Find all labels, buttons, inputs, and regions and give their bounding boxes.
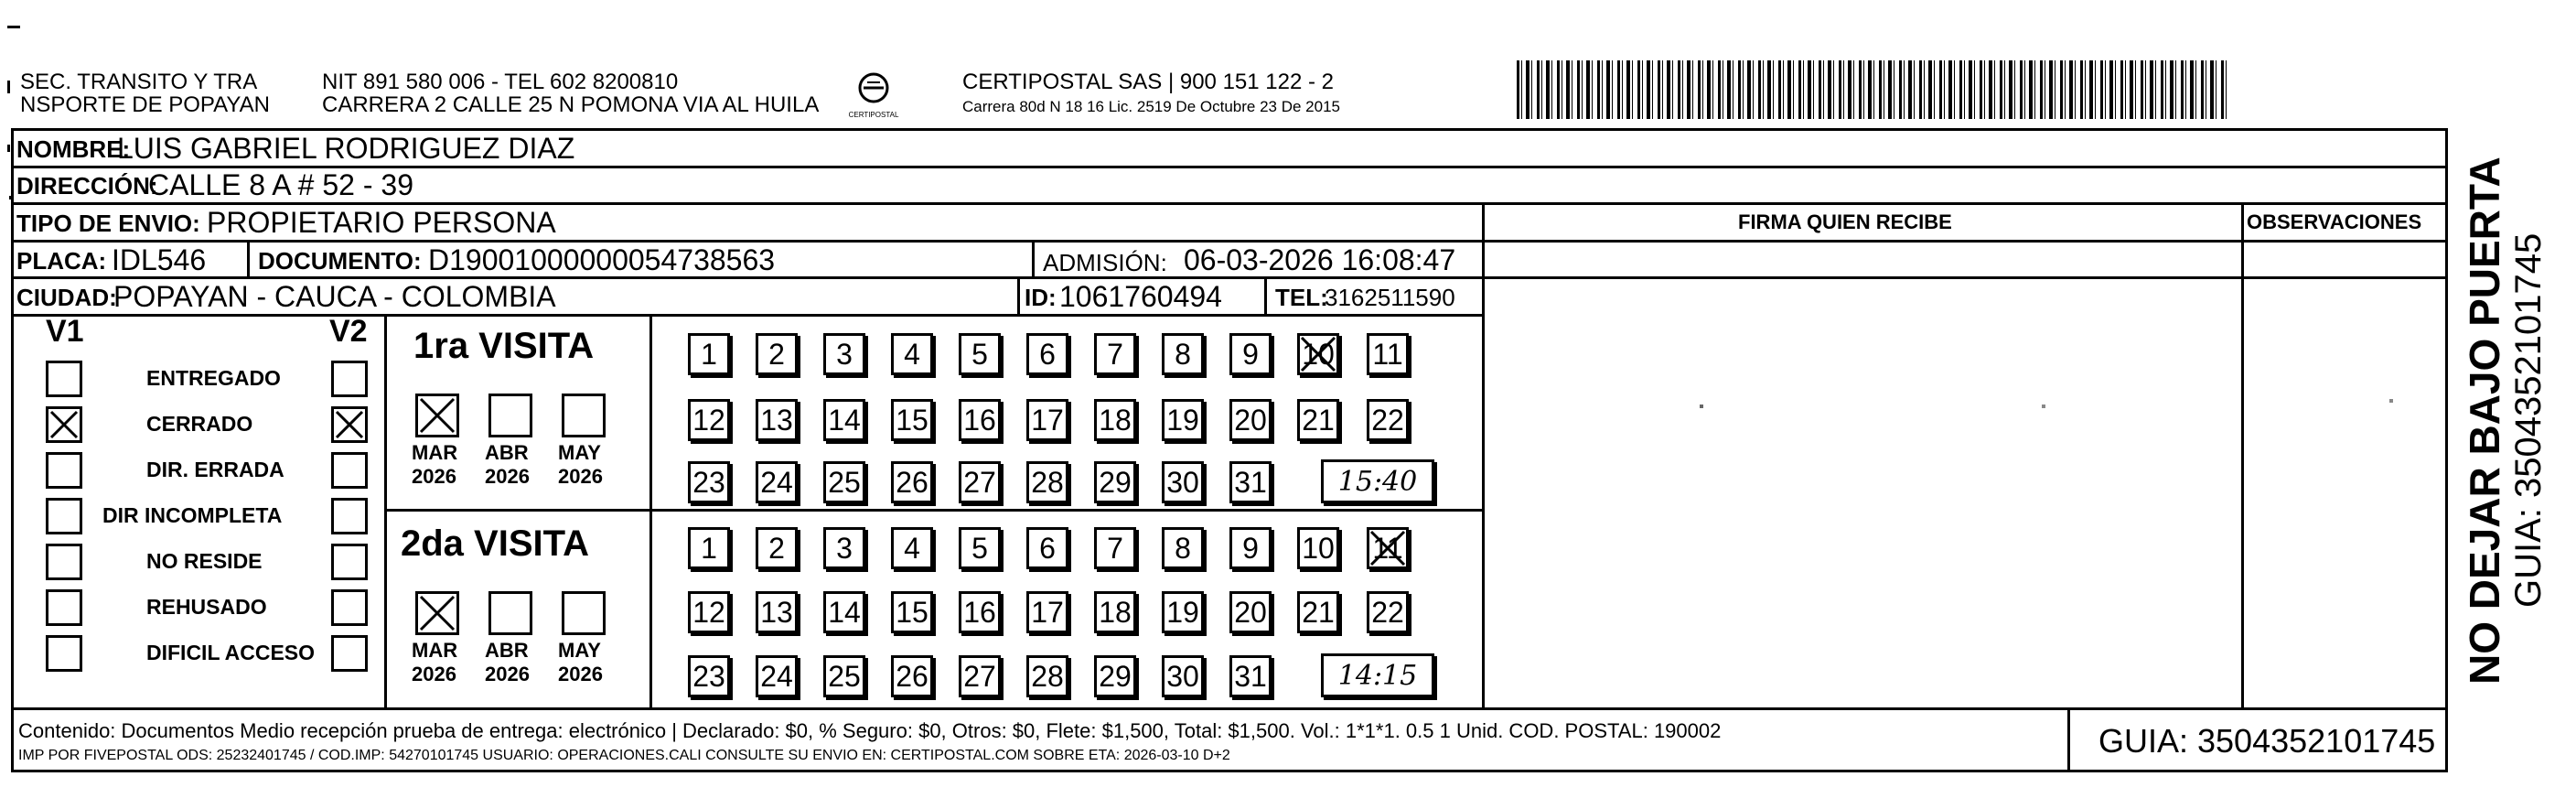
rule (384, 314, 387, 709)
day-box[interactable]: 2 (756, 333, 798, 375)
month-checkbox[interactable] (488, 591, 532, 635)
day-box[interactable]: 4 (891, 527, 933, 569)
day-box[interactable]: 13 (756, 591, 798, 633)
year-label: 2026 (485, 465, 530, 488)
year-label: 2026 (412, 465, 456, 488)
month-checkbox[interactable] (562, 394, 606, 437)
rule (1482, 202, 1485, 710)
day-box[interactable]: 14 (823, 591, 865, 633)
day-box[interactable]: 7 (1094, 527, 1136, 569)
side-guia: GUIA: 3504352101745 (2508, 232, 2549, 608)
v1-checkbox[interactable] (46, 589, 82, 626)
reason-label: DIR. ERRADA (146, 458, 284, 481)
nit-line: NIT 891 580 006 - TEL 602 8200810 (322, 70, 679, 94)
rule (1017, 276, 1020, 314)
certipostal-logo (842, 68, 906, 123)
day-box[interactable]: 3 (823, 527, 865, 569)
day-box[interactable]: 19 (1162, 399, 1204, 441)
day-box[interactable]: 11 (1367, 527, 1409, 569)
day-box[interactable]: 22 (1367, 399, 1409, 441)
v1-checkbox[interactable] (46, 361, 82, 397)
day-box[interactable]: 17 (1026, 591, 1068, 633)
day-box[interactable]: 1 (688, 333, 730, 375)
time-box[interactable]: 15:40 (1321, 459, 1434, 503)
day-box[interactable]: 6 (1026, 527, 1068, 569)
v2-checkbox[interactable] (331, 544, 368, 580)
v1-checkbox[interactable] (46, 452, 82, 489)
day-box[interactable]: 26 (891, 461, 933, 503)
day-box[interactable]: 15 (891, 591, 933, 633)
id-label: ID: (1025, 284, 1057, 311)
month-label: ABR (485, 639, 529, 662)
reason-label: CERRADO (146, 412, 253, 436)
day-box[interactable]: 26 (891, 655, 933, 697)
city-label: CIUDAD: (16, 284, 117, 311)
month-checkbox[interactable] (562, 591, 606, 635)
day-box[interactable]: 6 (1026, 333, 1068, 375)
rule (1482, 276, 2448, 279)
plate-label: PLACA: (16, 247, 107, 275)
rule (2067, 707, 2070, 772)
day-check-mark (1299, 335, 1337, 373)
scan-mark (7, 26, 20, 28)
v2-checkbox[interactable] (331, 361, 368, 397)
day-box[interactable]: 3 (823, 333, 865, 375)
day-box[interactable]: 24 (756, 461, 798, 503)
scan-speck (2042, 404, 2045, 408)
scan-mark (7, 81, 10, 93)
day-box[interactable]: 24 (756, 655, 798, 697)
day-box[interactable]: 20 (1229, 399, 1272, 441)
day-box[interactable]: 15 (891, 399, 933, 441)
imp-line: IMP POR FIVEPOSTAL ODS: 25232401745 / COD.IMP: 54270101745 USUARIO: OPERACIONES.CALI CONSULTE SU ENVIO EN: CERTIPOSTAL.COM SOBRE ETA: 2026-03-10 D+2 (18, 748, 1230, 763)
scan-speck (1700, 404, 1703, 408)
month-label: MAY (558, 441, 601, 464)
sender-line-2: NSPORTE DE POPAYAN (20, 92, 270, 117)
v2-checkbox[interactable] (331, 406, 368, 443)
recipient-address: CALLE 8 A # 52 - 39 (148, 168, 413, 201)
reason-label: DIFICIL ACCESO (146, 641, 316, 664)
time-box[interactable]: 14:15 (1321, 653, 1434, 697)
day-box[interactable]: 27 (959, 655, 1001, 697)
id-value: 1061760494 (1059, 280, 1222, 313)
day-box[interactable]: 28 (1026, 655, 1068, 697)
rule (1264, 276, 1267, 314)
year-label: 2026 (485, 663, 530, 685)
day-box[interactable]: 25 (823, 461, 865, 503)
day-box[interactable]: 14 (823, 399, 865, 441)
day-box[interactable]: 12 (688, 399, 730, 441)
reason-label: ENTREGADO (146, 366, 281, 390)
shipping-type: PROPIETARIO PERSONA (207, 206, 556, 239)
month-label: MAR (412, 441, 458, 464)
day-box[interactable]: 5 (959, 333, 1001, 375)
day-box[interactable]: 11 (1367, 333, 1409, 375)
day-box[interactable]: 16 (959, 399, 1001, 441)
day-box[interactable]: 5 (959, 527, 1001, 569)
month-label: MAY (558, 639, 601, 662)
v1-label: V1 (46, 314, 84, 349)
day-box[interactable]: 31 (1229, 461, 1272, 503)
day-box[interactable]: 29 (1094, 655, 1136, 697)
day-box[interactable]: 12 (688, 591, 730, 633)
day-box[interactable]: 13 (756, 399, 798, 441)
reason-label: NO RESIDE (146, 549, 263, 573)
signature-header: FIRMA QUIEN RECIBE (1738, 210, 1952, 233)
type-label: TIPO DE ENVIO: (16, 210, 200, 237)
admission-label: ADMISIÓN: (1043, 249, 1167, 276)
admission-value: 06-03-2026 16:08:47 (1184, 243, 1456, 276)
day-box[interactable]: 31 (1229, 655, 1272, 697)
reason-label: REHUSADO (146, 595, 267, 619)
day-box[interactable]: 8 (1162, 527, 1204, 569)
day-box[interactable]: 8 (1162, 333, 1204, 375)
v2-checkbox[interactable] (331, 498, 368, 534)
tel-value: 3162511590 (1325, 284, 1455, 311)
v1-checkbox[interactable] (46, 544, 82, 580)
first-visit-title: 1ra VISITA (413, 326, 595, 366)
scan-speck (2389, 399, 2393, 403)
day-box[interactable]: 18 (1094, 399, 1136, 441)
rule (2241, 202, 2244, 710)
rule (11, 276, 1484, 279)
sender-line-1: SEC. TRANSITO Y TRA (20, 70, 258, 94)
year-label: 2026 (558, 465, 603, 488)
barcode (1517, 60, 2227, 119)
year-label: 2026 (558, 663, 603, 685)
v2-checkbox[interactable] (331, 589, 368, 626)
rule (11, 202, 2448, 205)
rule (384, 509, 1484, 512)
day-box[interactable]: 28 (1026, 461, 1068, 503)
plate-value: IDL546 (112, 243, 207, 276)
day-box[interactable]: 21 (1297, 591, 1339, 633)
v1-checkbox[interactable] (46, 406, 82, 443)
day-box[interactable]: 1 (688, 527, 730, 569)
day-box[interactable]: 2 (756, 527, 798, 569)
day-box[interactable]: 9 (1229, 333, 1272, 375)
day-box[interactable]: 16 (959, 591, 1001, 633)
month-checkbox[interactable] (415, 591, 459, 635)
company-line: CERTIPOSTAL SAS | 900 151 122 - 2 (962, 70, 1334, 94)
month-checkbox[interactable] (488, 394, 532, 437)
v2-checkbox[interactable] (331, 452, 368, 489)
day-box[interactable]: 7 (1094, 333, 1136, 375)
svg-text:CERTIPOSTAL: CERTIPOSTAL (848, 111, 899, 119)
day-box[interactable]: 17 (1026, 399, 1068, 441)
v1-checkbox[interactable] (46, 498, 82, 534)
v2-checkbox[interactable] (331, 635, 368, 672)
document-label: DOCUMENTO: (258, 247, 422, 275)
recipient-name: LUIS GABRIEL RODRIGUEZ DIAZ (117, 132, 575, 165)
day-check-mark (1368, 529, 1407, 567)
rule (11, 314, 1484, 317)
day-box[interactable]: 30 (1162, 655, 1204, 697)
v1-checkbox[interactable] (46, 635, 82, 672)
year-label: 2026 (412, 663, 456, 685)
address-line: CARRERA 2 CALLE 25 N POMONA VIA AL HUILA (322, 92, 820, 117)
day-box[interactable]: 18 (1094, 591, 1136, 633)
month-label: MAR (412, 639, 458, 662)
footer-guia: GUIA: 3504352101745 (2098, 722, 2436, 760)
address-label: DIRECCIÓN: (16, 172, 158, 200)
company-sub: Carrera 80d N 18 16 Lic. 2519 De Octubre 23 De 2015 (962, 98, 1340, 115)
scan-mark (7, 145, 10, 152)
reason-label: DIR INCOMPLETA (102, 503, 283, 527)
day-box[interactable]: 30 (1162, 461, 1204, 503)
rule (649, 314, 652, 709)
month-label: ABR (485, 441, 529, 464)
day-box[interactable]: 25 (823, 655, 865, 697)
rule (1032, 240, 1035, 277)
day-box[interactable]: 19 (1162, 591, 1204, 633)
day-box[interactable]: 10 (1297, 333, 1339, 375)
month-checkbox[interactable] (415, 394, 459, 437)
day-box[interactable]: 23 (688, 461, 730, 503)
rule (11, 707, 2448, 710)
name-label: NOMBRE: (16, 135, 131, 163)
rule (11, 240, 2448, 243)
day-box[interactable]: 10 (1297, 527, 1339, 569)
day-box[interactable]: 9 (1229, 527, 1272, 569)
v2-label: V2 (329, 314, 368, 349)
day-box[interactable]: 22 (1367, 591, 1409, 633)
day-box[interactable]: 23 (688, 655, 730, 697)
day-box[interactable]: 27 (959, 461, 1001, 503)
day-box[interactable]: 21 (1297, 399, 1339, 441)
day-box[interactable]: 20 (1229, 591, 1272, 633)
no-dejar-bajo-puerta: NO DEJAR BAJO PUERTA (2461, 156, 2508, 685)
day-box[interactable]: 4 (891, 333, 933, 375)
tel-label: TEL: (1275, 284, 1328, 311)
city-value: POPAYAN - CAUCA - COLOMBIA (113, 280, 556, 313)
rule (247, 240, 250, 277)
second-visit-title: 2da VISITA (401, 523, 589, 564)
observations-header: OBSERVACIONES (2247, 210, 2422, 233)
content-line: Contenido: Documentos Medio recepción prueba de entrega: electrónico | Declarado: $0, % Seguro: $0, Otros: $0, Flete: $1,500, Total: $1,500. Vol.: 1*1*1. 0.5 1 Unid. COD. POSTAL: 190002 (18, 719, 1722, 742)
day-box[interactable]: 29 (1094, 461, 1136, 503)
document-value: D19001000000054738563 (428, 243, 776, 276)
